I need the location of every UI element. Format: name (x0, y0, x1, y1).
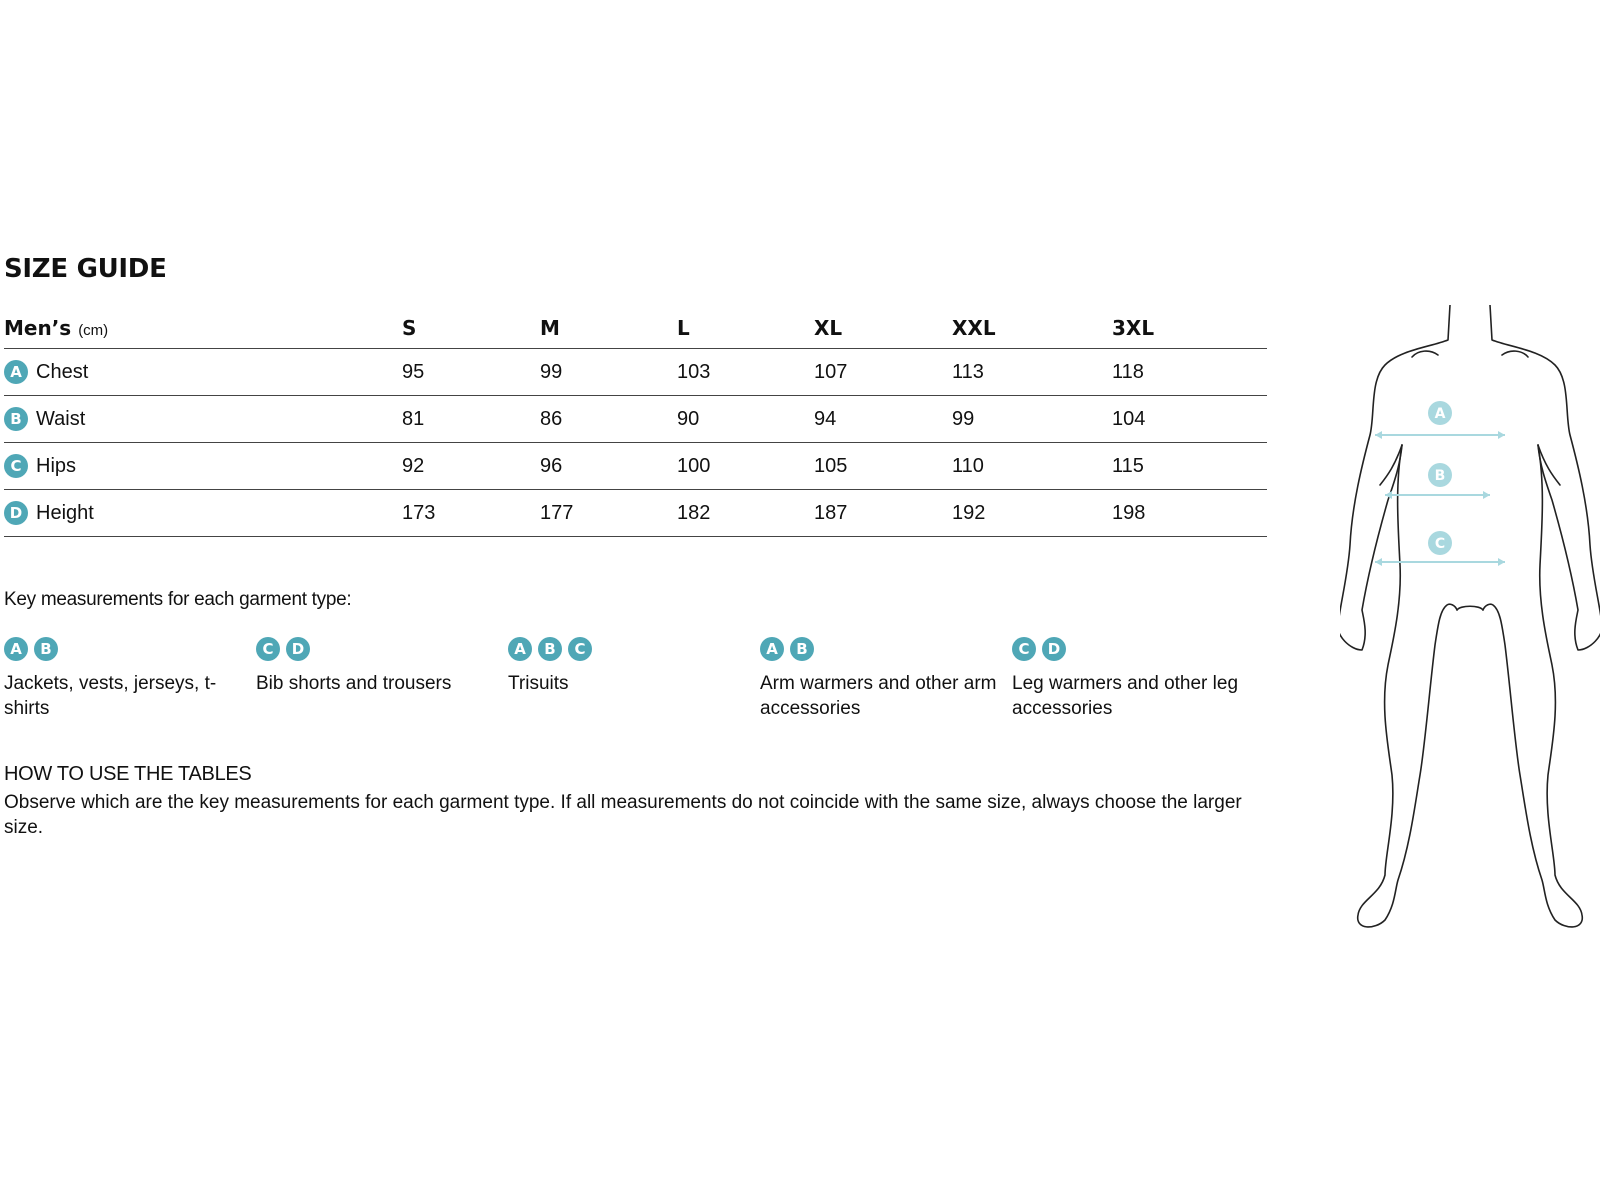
garment-badges (1012, 637, 1252, 661)
table-row (4, 490, 1267, 537)
marker-c-label: C (1434, 536, 1446, 552)
table-cell: 115 (1112, 443, 1267, 490)
measurement-name: Waist (36, 407, 86, 430)
measurement-badge: B (538, 637, 562, 661)
table-row (4, 443, 1267, 490)
body-figure (1340, 305, 1600, 945)
table-cell: 95 (402, 349, 540, 396)
howto-text: Observe which are the key measurements for each garment type. If all measurements do not coincide with the same size, always choose the larger size. (4, 792, 1242, 838)
row-label (4, 501, 94, 525)
garment-badges (508, 637, 748, 661)
row-label-cell (4, 443, 402, 490)
size-header: XXL (952, 308, 1112, 349)
row-label (4, 360, 88, 384)
table-cell: 99 (540, 349, 677, 396)
table-cell: 113 (952, 349, 1112, 396)
measurement-badge: B (4, 407, 28, 431)
size-header: L (677, 308, 814, 349)
table-cell: 118 (1112, 349, 1267, 396)
page-title: SIZE GUIDE (4, 254, 167, 284)
measurement-badge: A (4, 637, 28, 661)
measurement-badge: A (508, 637, 532, 661)
measurement-badge: C (568, 637, 592, 661)
garment-item (256, 637, 496, 696)
garment-item (508, 637, 748, 696)
row-label-cell (4, 490, 402, 537)
key-heading: Key measurements for each garment type: (4, 589, 352, 610)
measurement-badge: A (4, 360, 28, 384)
measurement-name: Hips (36, 454, 77, 477)
garment-badges (256, 637, 496, 661)
table-cell: 104 (1112, 396, 1267, 443)
garment-item (1012, 637, 1252, 721)
table-cell: 173 (402, 490, 540, 537)
size-header: 3XL (1112, 308, 1267, 349)
garment-text: Jackets, vests, jerseys, t-shirts (4, 673, 217, 719)
size-header-row (4, 308, 1267, 349)
table-cell: 100 (677, 443, 814, 490)
body-silhouette-icon (1340, 305, 1600, 945)
marker-a-label: A (1434, 406, 1446, 422)
table-cell: 105 (814, 443, 952, 490)
table-cell: 92 (402, 443, 540, 490)
garment-text: Bib shorts and trousers (256, 673, 452, 694)
size-header: S (402, 308, 540, 349)
garment-badges (4, 637, 244, 661)
size-header: M (540, 308, 677, 349)
table-row (4, 396, 1267, 443)
table-cell: 94 (814, 396, 952, 443)
table-cell: 198 (1112, 490, 1267, 537)
table-cell: 90 (677, 396, 814, 443)
table-cell: 86 (540, 396, 677, 443)
measurement-badge: A (760, 637, 784, 661)
howto-title: HOW TO USE THE TABLES (4, 763, 252, 785)
row-label-cell (4, 349, 402, 396)
table-cell: 96 (540, 443, 677, 490)
measurement-badge: D (1042, 637, 1066, 661)
row-label (4, 454, 76, 478)
size-header: XL (814, 308, 952, 349)
table-cell: 182 (677, 490, 814, 537)
table-row (4, 349, 1267, 396)
table-cell: 187 (814, 490, 952, 537)
table-cell: 110 (952, 443, 1112, 490)
garment-text: Trisuits (508, 673, 569, 694)
measurement-badge: B (790, 637, 814, 661)
measurement-badge: C (256, 637, 280, 661)
measurement-badge: B (34, 637, 58, 661)
measurement-badge: D (286, 637, 310, 661)
garment-badges (760, 637, 1000, 661)
table-heading (4, 308, 402, 349)
table-heading-text: Men’s (4, 316, 72, 340)
table-cell: 99 (952, 396, 1112, 443)
garment-item (760, 637, 1000, 721)
row-label-cell (4, 396, 402, 443)
garment-text: Leg warmers and other leg accessories (1012, 673, 1239, 719)
measurement-badge: D (4, 501, 28, 525)
unit-label: (cm) (78, 322, 109, 339)
table-cell: 103 (677, 349, 814, 396)
garment-item (4, 637, 244, 721)
measurement-name: Height (36, 501, 94, 524)
table-cell: 81 (402, 396, 540, 443)
table-cell: 192 (952, 490, 1112, 537)
size-table (4, 308, 1267, 537)
table-cell: 177 (540, 490, 677, 537)
measurement-badge: C (1012, 637, 1036, 661)
table-cell: 107 (814, 349, 952, 396)
marker-b-label: B (1434, 468, 1446, 484)
measurement-name: Chest (36, 360, 89, 383)
measurement-badge: C (4, 454, 28, 478)
garment-text: Arm warmers and other arm accessories (760, 673, 997, 719)
row-label (4, 407, 85, 431)
